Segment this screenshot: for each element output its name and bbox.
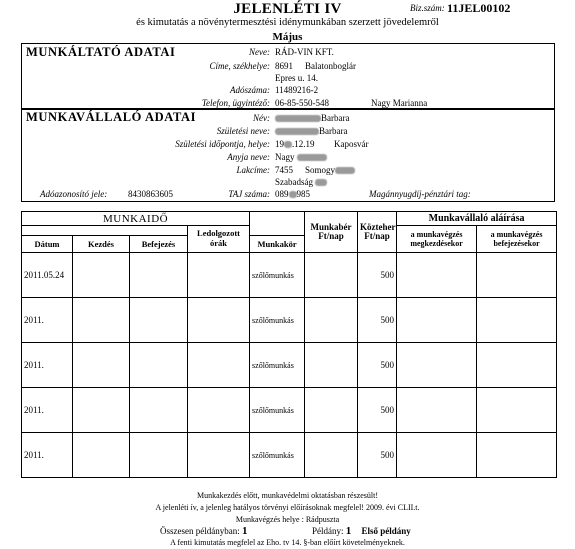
- tax-cell: 500: [358, 253, 397, 298]
- copy-label: Példány:: [311, 526, 344, 536]
- redaction-mark: [275, 128, 319, 135]
- document-number: 11JEL00102: [447, 1, 511, 15]
- sig-start-cell: [397, 388, 477, 433]
- table-row: [22, 388, 557, 433]
- footer-line-5: A fenti kimutatás megfelel az Eho. tv 14. §-ban előírt követelményeknek.: [170, 538, 405, 547]
- footer-line-2: A jelenléti ív, a jelenleg hatályos törvényi előírásoknak megfelel! 2009. évi CLII.t.: [155, 503, 420, 512]
- end-cell: [130, 433, 188, 478]
- employee-address-label: Lakcíme:: [236, 165, 270, 175]
- employee-birthname: Barbara: [275, 126, 347, 136]
- sig-start-header: a munkavégzés megkezdésekor: [397, 226, 477, 253]
- employee-mother-label: Anyja neve:: [227, 152, 270, 162]
- employee-street: Szabadság: [275, 177, 327, 187]
- job-cell: szőlőmunkás: [250, 388, 305, 433]
- employee-birth-date: 19 .12.19: [275, 139, 315, 149]
- date-cell: 2011.05.24: [22, 253, 73, 298]
- table-row: [22, 298, 557, 343]
- employer-heading: MUNKÁLTATÓ ADATAI: [26, 45, 176, 59]
- redaction-mark: [284, 141, 292, 148]
- wage-cell: [305, 298, 358, 343]
- employer-section: [21, 43, 555, 109]
- job-cell: szőlőmunkás: [250, 253, 305, 298]
- end-cell: [130, 298, 188, 343]
- employer-phone-label: Telefon, ügyintéző:: [201, 98, 270, 108]
- employee-birth-place: Kaposvár: [334, 139, 369, 149]
- job-cell: szőlőmunkás: [250, 298, 305, 343]
- job-cell: szőlőmunkás: [250, 343, 305, 388]
- sig-end-cell: [477, 253, 557, 298]
- wage-cell: [305, 388, 358, 433]
- work-rows: [22, 253, 557, 478]
- tax-cell: 500: [358, 388, 397, 433]
- end-cell: [130, 253, 188, 298]
- sig-end-cell: [477, 298, 557, 343]
- footer-line-1: Munkakezdés előtt, munkavédelmi oktatásban részesült!: [196, 491, 379, 500]
- employer-zip: 8691: [275, 61, 293, 71]
- sig-end-cell: [477, 388, 557, 433]
- redaction-mark: [275, 115, 321, 122]
- job-header-cell: [250, 212, 305, 236]
- employee-birthname-label: Születési neve:: [216, 126, 270, 136]
- date-cell: 2011.: [22, 433, 73, 478]
- employee-name: Barbara: [275, 113, 349, 123]
- employer-tax-label: Adószáma:: [230, 85, 270, 95]
- redaction-mark: [335, 167, 355, 174]
- document-month: Május: [272, 31, 303, 43]
- total-copies-label: Összesen példányban:: [160, 526, 240, 536]
- work-time-table: [21, 211, 557, 478]
- hours-header: Ledolgozott órák: [188, 226, 250, 253]
- date-cell: 2011.: [22, 343, 73, 388]
- job-cell: szőlőmunkás: [250, 433, 305, 478]
- hours-cell: [188, 388, 250, 433]
- date-header: Dátum: [22, 236, 73, 253]
- hours-cell: [188, 253, 250, 298]
- sig-start-cell: [397, 433, 477, 478]
- document-number-label: Biz.szám:: [410, 3, 445, 13]
- hours-cell: [188, 298, 250, 343]
- employer-name: RÁD-VIN KFT.: [275, 47, 334, 57]
- sig-start-cell: [397, 298, 477, 343]
- end-cell: [130, 343, 188, 388]
- tax-cell: 500: [358, 433, 397, 478]
- sig-start-cell: [397, 253, 477, 298]
- tax-header: Közteher Ft/nap: [358, 212, 397, 253]
- date-cell: 2011.: [22, 298, 73, 343]
- employee-taj-label: TAJ száma:: [228, 189, 270, 199]
- start-cell: [73, 388, 130, 433]
- employer-street: Epres u. 14.: [275, 73, 318, 83]
- wage-header: Munkabér Ft/nap: [305, 212, 358, 253]
- employee-name-label: Név:: [253, 113, 270, 123]
- tax-cell: 500: [358, 298, 397, 343]
- signature-header: Munkavállaló aláírása: [397, 212, 557, 226]
- employer-phone: 06-85-550-548: [275, 98, 329, 108]
- document-subtitle: és kimutatás a növénytermesztési idénymunkában szerzett jövedelemről: [136, 17, 439, 28]
- munkaido-header: MUNKAIDŐ: [22, 212, 250, 226]
- redaction-mark: [289, 191, 297, 198]
- redaction-mark: [297, 154, 327, 161]
- employee-birth-label: Születési időpontja, helye:: [175, 139, 270, 149]
- end-cell: [130, 388, 188, 433]
- wage-cell: [305, 343, 358, 388]
- employee-city: Somogy: [305, 165, 355, 175]
- tax-cell: 500: [358, 343, 397, 388]
- employer-name-label: Neve:: [249, 47, 270, 57]
- document-title: JELENLÉTI IV: [233, 1, 342, 17]
- start-header: Kezdés: [73, 236, 130, 253]
- start-cell: [73, 433, 130, 478]
- employee-section: [21, 109, 555, 202]
- end-header: Befejezés: [130, 236, 188, 253]
- time-spacer: [22, 226, 188, 236]
- employer-tax: 11489216-2: [275, 85, 319, 95]
- employer-city: Balatonboglár: [305, 61, 356, 71]
- hours-cell: [188, 343, 250, 388]
- wage-cell: [305, 433, 358, 478]
- table-row: [22, 253, 557, 298]
- start-cell: [73, 298, 130, 343]
- employer-address-label: Címe, székhelye:: [209, 61, 270, 71]
- table-row: [22, 433, 557, 478]
- job-header: Munkakör: [250, 236, 305, 253]
- start-cell: [73, 253, 130, 298]
- employee-taxid-label: Adóazonosító jele:: [40, 189, 108, 199]
- hours-cell: [188, 433, 250, 478]
- employee-zip: 7455: [275, 165, 293, 175]
- date-cell: 2011.: [22, 388, 73, 433]
- copy-text: Első példány: [361, 526, 411, 536]
- start-cell: [73, 343, 130, 388]
- footer-copies: [160, 525, 411, 537]
- employee-heading: MUNKAVÁLLALÓ ADATAI: [26, 110, 197, 124]
- wage-cell: [305, 253, 358, 298]
- employee-taj: 089 985: [275, 189, 310, 199]
- employer-contact: Nagy Marianna: [371, 98, 428, 108]
- employee-pension-label: Magánnyugdíj-pénztári tag:: [369, 189, 471, 199]
- table-row: [22, 343, 557, 388]
- sig-start-cell: [397, 343, 477, 388]
- sig-end-cell: [477, 343, 557, 388]
- employee-mother: Nagy: [275, 152, 327, 162]
- employee-taxid: 8430863605: [128, 189, 173, 199]
- total-copies-value: 1: [241, 525, 248, 537]
- footer-line-3: Munkavégzés helye : Rádpuszta: [235, 515, 340, 524]
- redaction-mark: [315, 179, 327, 186]
- copy-value: 1: [345, 525, 352, 537]
- sig-end-cell: [477, 433, 557, 478]
- sig-end-header: a munkavégzés befejezésekor: [477, 226, 557, 253]
